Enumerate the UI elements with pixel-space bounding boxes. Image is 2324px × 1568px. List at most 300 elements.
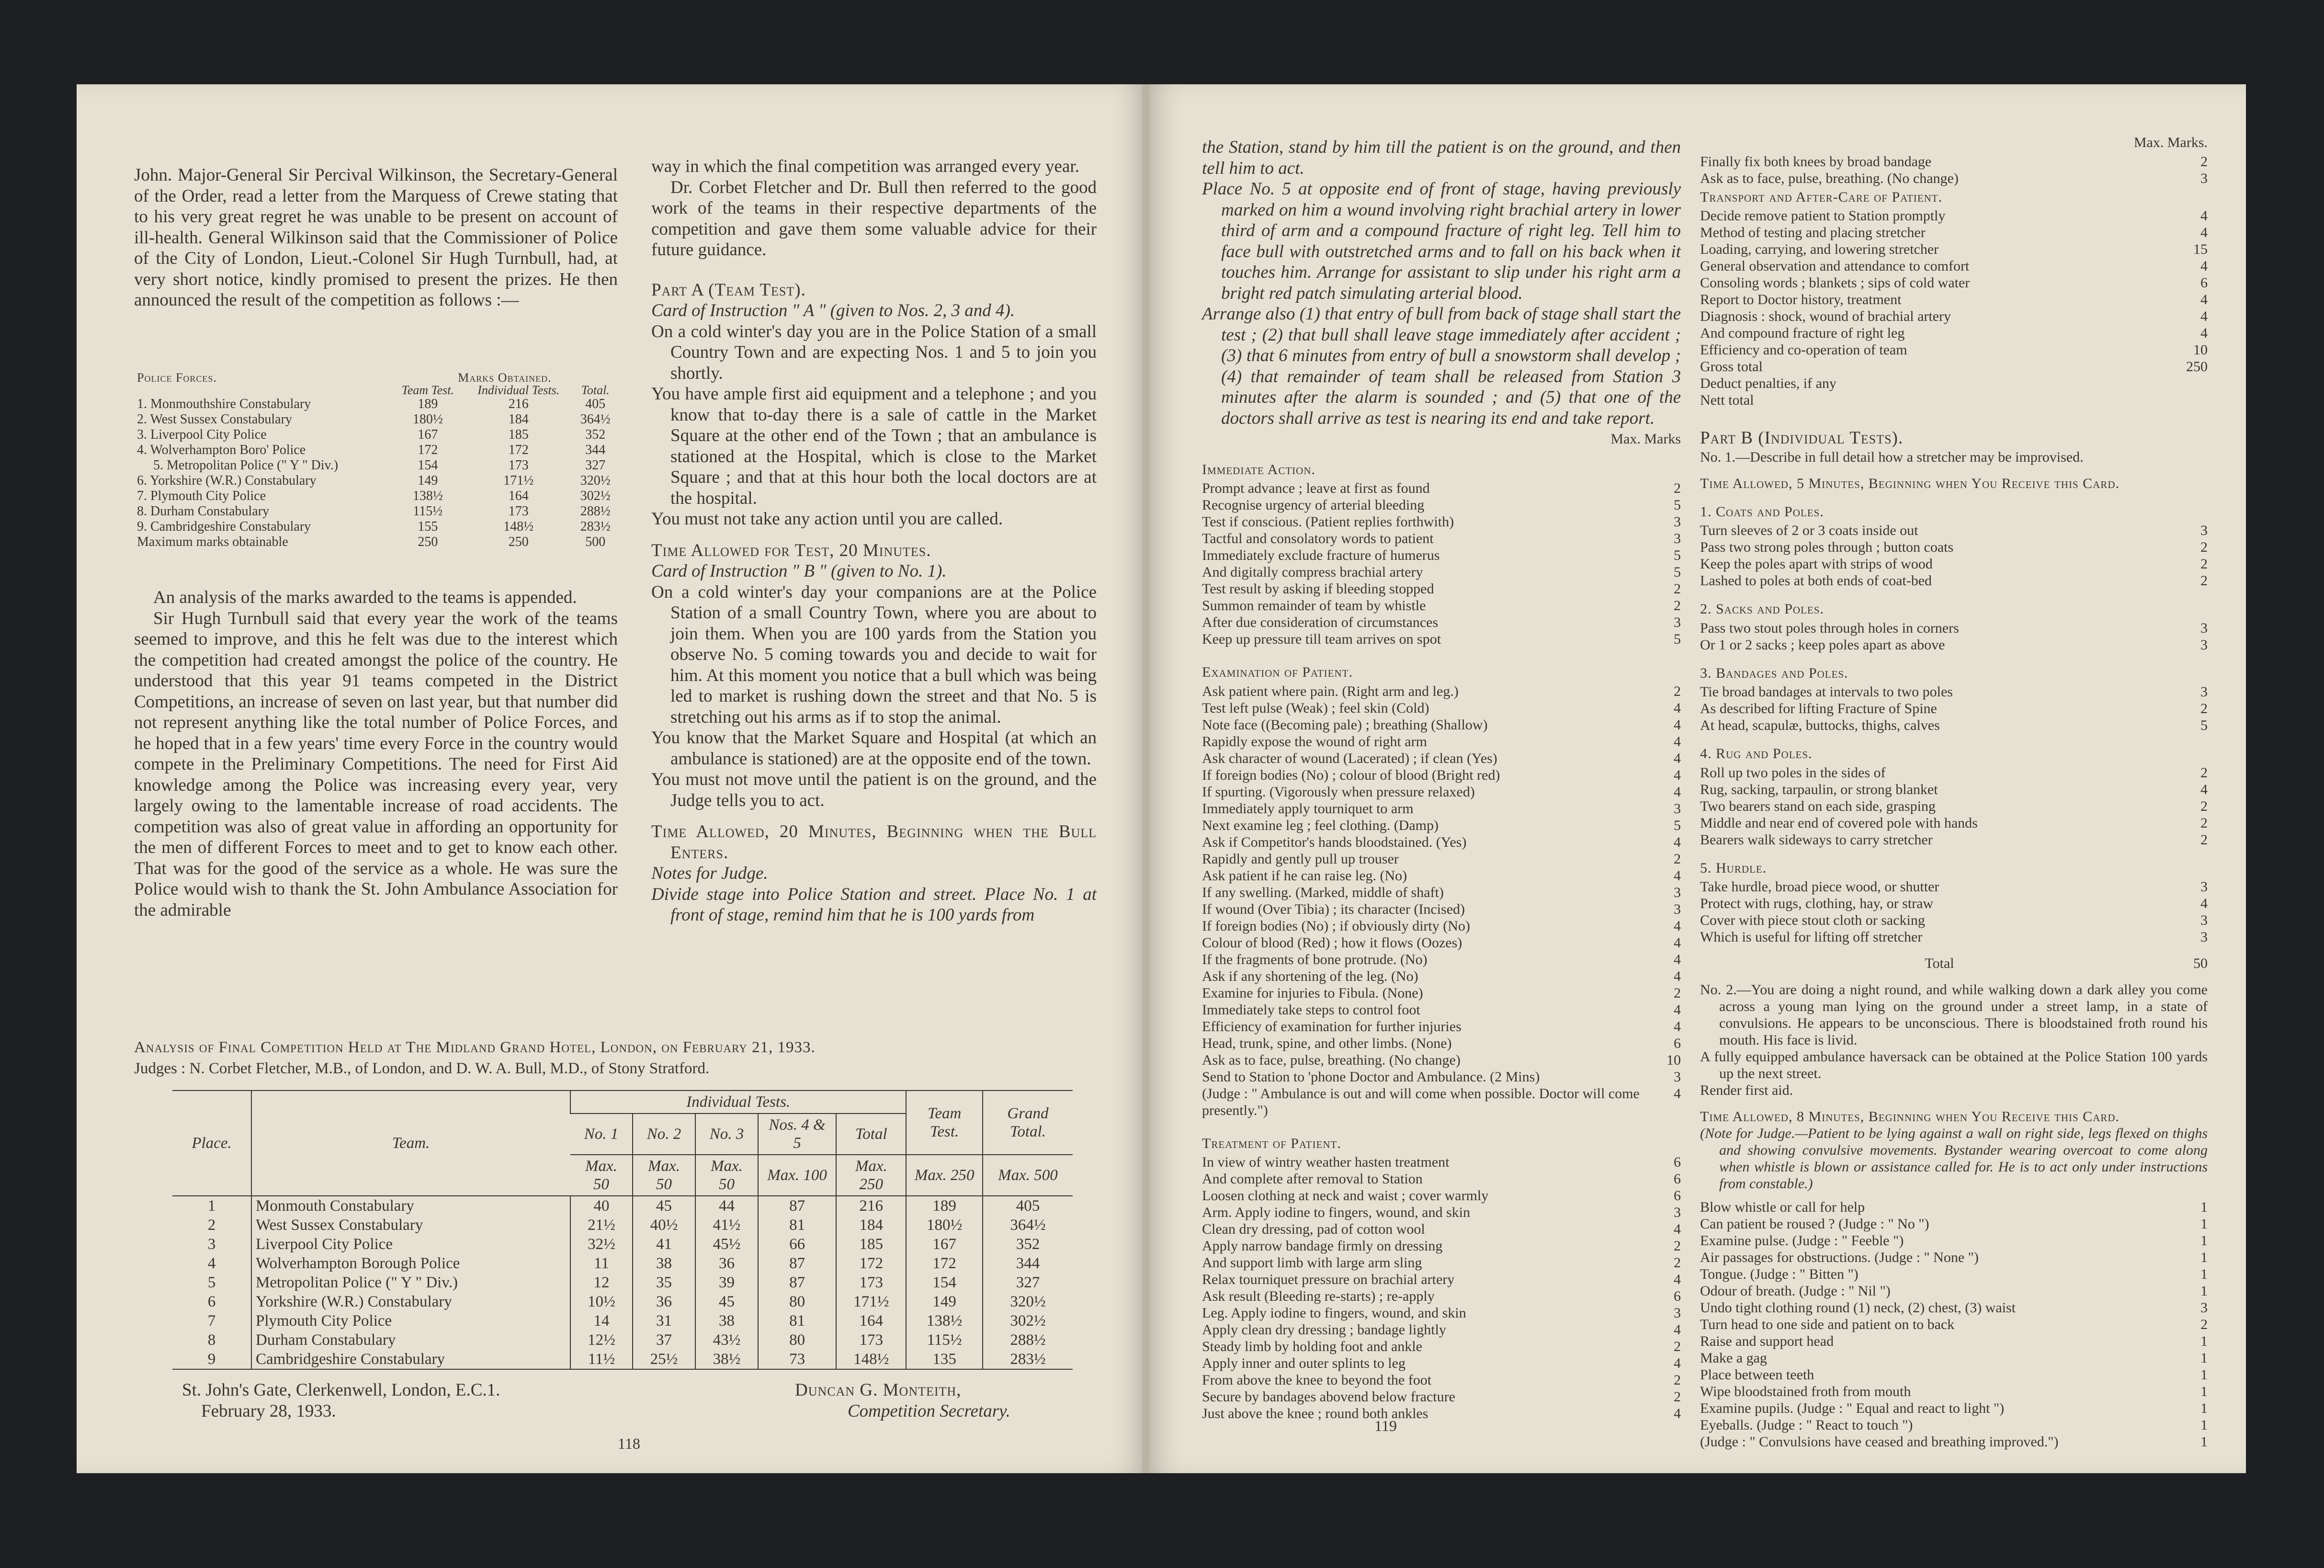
examination-mark: 4 xyxy=(1674,784,1681,800)
score-cell: 87 xyxy=(758,1254,836,1273)
immediate-action-mark: 3 xyxy=(1674,514,1681,530)
team-cell: Yorkshire (W.R.) Constabulary xyxy=(251,1292,570,1311)
score-cell: 81 xyxy=(758,1311,836,1330)
convulsion-mark: 1 xyxy=(2200,1400,2208,1416)
part-b-heading: Part B (Individual Tests). xyxy=(1700,428,1904,448)
examination-mark: 4 xyxy=(1674,767,1681,783)
transport-mark: 15 xyxy=(2193,241,2208,257)
transport-item: Efficiency and co-operation of team xyxy=(1700,342,1907,358)
bandages-item: As described for lifting Fracture of Spine xyxy=(1700,701,1937,716)
h-no45: Nos. 4 & 5 xyxy=(758,1114,836,1155)
sacks-row xyxy=(1700,636,2208,653)
rug-mark: 2 xyxy=(2200,764,2208,781)
police-mark: 250 xyxy=(418,534,438,549)
transport-row xyxy=(1700,325,2208,341)
immediate-action-heading: Immediate Action. xyxy=(1202,461,1315,477)
score-cell: 38 xyxy=(633,1254,695,1273)
table-row xyxy=(172,1273,1073,1292)
immediate-action-row xyxy=(1202,631,1681,648)
h-max500: Max. 500 xyxy=(983,1155,1073,1196)
sacks-row xyxy=(1700,620,2208,636)
total-label: Total xyxy=(1925,955,1954,971)
render-text: Render first aid. xyxy=(1700,1082,1793,1098)
score-cell: 45 xyxy=(695,1292,758,1311)
score-cell: 364½ xyxy=(983,1216,1073,1235)
score-cell: 172 xyxy=(836,1254,906,1273)
examination-row xyxy=(1202,716,1681,733)
score-cell: 327 xyxy=(983,1273,1073,1292)
immediate-action-row xyxy=(1202,480,1681,497)
h-max50-1: Max. 50 xyxy=(570,1155,633,1196)
team-cell: Plymouth City Police xyxy=(251,1311,570,1330)
convulsion-row xyxy=(1700,1199,2208,1216)
hurdle-mark: 3 xyxy=(2200,929,2208,945)
score-cell: 40 xyxy=(570,1196,633,1216)
transport-item: Loading, carrying, and lowering stretcher xyxy=(1700,241,1939,257)
convulsion-row xyxy=(1700,1266,2208,1283)
col2-intro-1: way in which the final competition was arranged every year. xyxy=(651,157,1079,176)
transport-mark: 10 xyxy=(2193,342,2208,358)
score-cell: 11 xyxy=(570,1254,633,1273)
examination-row xyxy=(1202,834,1681,851)
examination-mark: 4 xyxy=(1674,1018,1681,1034)
treatment-row xyxy=(1202,1271,1681,1288)
police-mark: 185 xyxy=(508,427,529,442)
score-cell: 167 xyxy=(906,1235,983,1254)
rug-item: Bearers walk sideways to carry stretcher xyxy=(1700,831,1933,848)
score-cell: 44 xyxy=(695,1196,758,1216)
examination-mark: 4 xyxy=(1674,716,1681,733)
convulsion-mark: 1 xyxy=(2200,1384,2208,1399)
convulsion-mark: 1 xyxy=(2200,1266,2208,1282)
convulsion-item: (Judge : " Convulsions have ceased and breathing improved.") xyxy=(1700,1434,2059,1450)
score-cell: 172 xyxy=(906,1254,983,1273)
convulsion-item: Air passages for obstructions. (Judge : " None ") xyxy=(1700,1250,1979,1265)
transport-row xyxy=(1700,207,2208,224)
team-cell: Cambridgeshire Constabulary xyxy=(251,1350,570,1369)
examination-row xyxy=(1202,951,1681,968)
police-mark: 288½ xyxy=(580,504,611,519)
total-row xyxy=(1700,955,2208,972)
score-cell: 41 xyxy=(633,1235,695,1254)
rug-mark: 2 xyxy=(2200,815,2208,831)
sacks-mark: 3 xyxy=(2200,636,2208,653)
bandages-mark: 3 xyxy=(2200,684,2208,700)
convulsion-mark: 1 xyxy=(2200,1250,2208,1265)
immediate-action-item: Summon remainder of team by whistle xyxy=(1202,598,1426,614)
card-b-text-2: You know that the Market Square and Hospital (at which an ambulance is stationed) are at the opposite end of the town. xyxy=(651,728,1097,769)
examination-item: Ask patient where pain. (Right arm and leg.) xyxy=(1202,683,1459,699)
convulsion-row xyxy=(1700,1400,2208,1417)
hurdle-row xyxy=(1700,912,2208,929)
hurdle-item: Protect with rugs, clothing, hay, or straw xyxy=(1700,896,1934,911)
convulsion-row xyxy=(1700,1417,2208,1433)
police-mark: 216 xyxy=(508,397,529,411)
hurdle-row xyxy=(1700,878,2208,895)
score-cell: 135 xyxy=(906,1350,983,1369)
sacks-heading: 2. Sacks and Poles. xyxy=(1700,601,1824,617)
left-col-1 xyxy=(134,165,618,311)
examination-mark: 4 xyxy=(1674,934,1681,951)
police-row xyxy=(134,427,618,443)
convulsion-row xyxy=(1700,1350,2208,1366)
score-cell: 35 xyxy=(633,1273,695,1292)
convulsion-mark: 1 xyxy=(2200,1350,2208,1366)
score-cell: 41½ xyxy=(695,1216,758,1235)
team-cell: Durham Constabulary xyxy=(251,1330,570,1350)
examination-mark: 4 xyxy=(1674,968,1681,984)
score-cell: 352 xyxy=(983,1235,1073,1254)
analysis-title-block xyxy=(134,1037,1097,1079)
score-cell: 87 xyxy=(758,1196,836,1216)
examination-row xyxy=(1202,1001,1681,1018)
score-cell: 73 xyxy=(758,1350,836,1369)
transport-item: Decide remove patient to Station promptly xyxy=(1700,208,1946,224)
transport-item: Method of testing and placing stretcher xyxy=(1700,225,1926,240)
transport-row xyxy=(1700,224,2208,241)
footer-secretary-title: Competition Secretary. xyxy=(848,1401,1010,1421)
immediate-action-mark: 3 xyxy=(1674,531,1681,546)
police-mark: 171½ xyxy=(503,473,534,488)
score-cell: 12 xyxy=(570,1273,633,1292)
head-total: Total. xyxy=(581,383,610,397)
examination-item: Next examine leg ; feel clothing. (Damp) xyxy=(1202,817,1439,833)
police-force-name: 2. West Sussex Constabulary xyxy=(137,412,292,427)
examination-item: Efficiency of examination for further injuries xyxy=(1202,1018,1462,1034)
hurdle-item: Cover with piece stout cloth or sacking xyxy=(1700,912,1925,928)
place-cell: 7 xyxy=(207,1312,216,1329)
examination-mark: 4 xyxy=(1674,867,1681,884)
examination-row xyxy=(1202,901,1681,918)
footer-left xyxy=(182,1380,613,1421)
police-mark: 172 xyxy=(508,443,529,457)
score-cell: 81 xyxy=(758,1216,836,1235)
examination-row xyxy=(1202,1085,1681,1119)
police-force-name: 3. Liverpool City Police xyxy=(137,427,267,442)
transport-mark: 6 xyxy=(2200,275,2208,291)
examination-item: Note face ((Becoming pale) ; breathing (Shallow) xyxy=(1202,716,1488,733)
examination-item: Colour of blood (Red) ; how it flows (Oozes) xyxy=(1202,934,1462,951)
coats-row xyxy=(1700,539,2208,556)
police-row xyxy=(134,412,618,427)
rug-row xyxy=(1700,798,2208,815)
immediate-action-item: Immediately exclude fracture of humerus xyxy=(1202,547,1440,563)
police-mark: 500 xyxy=(585,534,606,549)
treatment-row xyxy=(1202,1170,1681,1187)
police-mark: 184 xyxy=(508,412,529,427)
treatment-item: Relax tourniquet pressure on brachial artery xyxy=(1202,1272,1455,1287)
treatment-mark: 3 xyxy=(1674,1305,1681,1321)
time-20-heading: Time Allowed for Test, 20 Minutes. xyxy=(651,540,931,560)
h-team: Team. xyxy=(251,1091,570,1196)
card-a-text-1: On a cold winter's day you are in the Police Station of a small Country Town and are expecting Nos. 1 and 5 to join you shortly. xyxy=(651,321,1097,383)
treatment-row xyxy=(1202,1338,1681,1355)
score-cell: 39 xyxy=(695,1273,758,1292)
examination-item: Test left pulse (Weak) ; feel skin (Cold) xyxy=(1202,700,1429,716)
transport-item: Diagnosis : shock, wound of brachial artery xyxy=(1700,308,1951,324)
convulsion-item: Make a gag xyxy=(1700,1350,1767,1366)
card-a-heading: Card of Instruction " A " (given to Nos. 2, 3 and 4). xyxy=(651,301,1015,320)
score-cell: 25½ xyxy=(633,1350,695,1369)
transport-row xyxy=(1700,241,2208,258)
rug-row xyxy=(1700,831,2208,848)
police-mark: 115½ xyxy=(413,504,443,519)
score-cell: 148½ xyxy=(836,1350,906,1369)
examination-item: If wound (Over Tibia) ; its character (Incised) xyxy=(1202,901,1465,917)
police-mark: 148½ xyxy=(503,519,534,534)
convulsion-row xyxy=(1700,1216,2208,1232)
treatment-item: Loosen clothing at neck and waist ; cover warmly xyxy=(1202,1188,1489,1204)
treatment-mark: 4 xyxy=(1674,1272,1681,1287)
h-team-test: Team Test. xyxy=(906,1091,983,1155)
treatment-row xyxy=(1202,1204,1681,1221)
score-cell: 43½ xyxy=(695,1330,758,1350)
rug-row xyxy=(1700,781,2208,798)
examination-row xyxy=(1202,817,1681,834)
immediate-action-item: After due consideration of circumstances xyxy=(1202,614,1439,630)
treatment-row xyxy=(1202,1405,1681,1422)
head-marks: Marks Obtained. xyxy=(458,371,552,385)
transport-row xyxy=(1700,258,2208,274)
table-row xyxy=(172,1216,1073,1235)
convulsion-item: Undo tight clothing round (1) neck, (2) chest, (3) waist xyxy=(1700,1300,2016,1316)
bandages-item: At head, scapulæ, buttocks, thighs, calves xyxy=(1700,717,1940,733)
score-cell: 171½ xyxy=(836,1292,906,1311)
transport-mark: 4 xyxy=(2200,225,2208,240)
convulsion-mark: 1 xyxy=(2200,1283,2208,1299)
examination-item: If any swelling. (Marked, middle of shaft) xyxy=(1202,884,1444,900)
score-cell: 302½ xyxy=(983,1311,1073,1330)
footer-date: February 28, 1933. xyxy=(201,1401,336,1421)
station-intro: the Station, stand by him till the patient is on the ground, and then tell him to act. xyxy=(1202,137,1681,178)
rug-row xyxy=(1700,764,2208,781)
bandages-row xyxy=(1700,717,2208,734)
immediate-action-row xyxy=(1202,497,1681,513)
coats-row xyxy=(1700,572,2208,589)
police-mark: 364½ xyxy=(580,412,611,427)
immediate-action-mark: 5 xyxy=(1674,631,1681,647)
police-mark: 405 xyxy=(585,397,606,411)
left-col-1-after xyxy=(134,587,618,920)
treatment-row xyxy=(1202,1388,1681,1405)
finish-mark: 2 xyxy=(2200,153,2208,170)
score-cell: 37 xyxy=(633,1330,695,1350)
coats-item: Turn sleeves of 2 or 3 coats inside out xyxy=(1700,523,1918,538)
convulsion-row xyxy=(1700,1249,2208,1266)
immediate-action-mark: 5 xyxy=(1674,564,1681,580)
table-row xyxy=(172,1350,1073,1369)
examination-item: Immediately take steps to control foot xyxy=(1202,1001,1420,1018)
examination-mark: 3 xyxy=(1674,800,1681,817)
score-cell: 11½ xyxy=(570,1350,633,1369)
police-force-name: 5. Metropolitan Police (" Y " Div.) xyxy=(153,458,339,473)
right-page xyxy=(1149,84,2246,1473)
examination-item: If the fragments of bone protrude. (No) xyxy=(1202,951,1428,967)
hurdle-heading: 5. Hurdle. xyxy=(1700,860,1767,876)
examination-mark: 4 xyxy=(1674,834,1681,850)
coats-mark: 3 xyxy=(2200,523,2208,538)
place-5: Place No. 5 at opposite end of front of stage, having previously marked on him a wound involving right brachial artery in lower third of arm and a compound fracture of right leg. Tell him to face bull with outstretched arms and to fall on his back when it touches him. Arrange for assistant to slip under his right arm a bright red patch simulating arterial blood. xyxy=(1202,179,1681,303)
police-force-name: Maximum marks obtainable xyxy=(137,534,288,549)
examination-item: Ask if any shortening of the leg. (No) xyxy=(1202,968,1418,984)
convulsion-item: Odour of breath. (Judge : " Nil ") xyxy=(1700,1283,1891,1299)
transport-mark xyxy=(2179,375,2208,392)
treatment-row xyxy=(1202,1187,1681,1204)
treatment-mark: 6 xyxy=(1674,1171,1681,1187)
bandages-row xyxy=(1700,683,2208,700)
rug-item: Rug, sacking, tarpaulin, or strong blanket xyxy=(1700,781,1938,797)
team-cell: Liverpool City Police xyxy=(251,1235,570,1254)
analysis-paragraph: An analysis of the marks awarded to the teams is appended. xyxy=(153,588,577,607)
place-cell: 4 xyxy=(207,1255,216,1272)
notes-judge: Notes for Judge. xyxy=(651,864,768,883)
police-mark: 327 xyxy=(585,458,606,473)
score-cell: 173 xyxy=(836,1330,906,1350)
place-cell: 2 xyxy=(207,1216,216,1234)
transport-row xyxy=(1700,375,2208,392)
card-a-text-3: You must not take any action until you are called. xyxy=(651,509,1003,529)
examination-item: Ask as to face, pulse, breathing. (No change) xyxy=(1202,1052,1461,1068)
treatment-item: Apply inner and outer splints to leg xyxy=(1202,1355,1406,1371)
transport-row xyxy=(1700,341,2208,358)
examination-mark: 5 xyxy=(1674,817,1681,833)
transport-mark: 4 xyxy=(2200,325,2208,341)
examination-row xyxy=(1202,750,1681,767)
h-place: Place. xyxy=(172,1091,251,1196)
transport-mark: 4 xyxy=(2200,292,2208,307)
treatment-row xyxy=(1202,1254,1681,1271)
examination-mark: 4 xyxy=(1674,918,1681,934)
transport-mark: 250 xyxy=(2186,359,2208,375)
immediate-action-item: Tactful and consolatory words to patient xyxy=(1202,531,1434,546)
examination-mark: 4 xyxy=(1674,750,1681,766)
opening-paragraph: John. Major-General Sir Percival Wilkinson, the Secretary-General of the Order, read a letter from the Marquess of Crewe stating that to his very great regret he was unable to be present on account of ill-health. General Wilkinson said that the Commissioner of Police of the City of London, Lieut.-Colonel Sir Hugh Turnbull, had, at very short notice, kindly promised to present the prizes. He then announced the result of the competition as follows :— xyxy=(134,165,618,310)
examination-mark: 10 xyxy=(1666,1052,1681,1068)
examination-item: Rapidly expose the wound of right arm xyxy=(1202,733,1427,750)
police-mark: 167 xyxy=(418,427,438,442)
sacks-mark: 3 xyxy=(2200,620,2208,636)
score-cell: 154 xyxy=(906,1273,983,1292)
hurdle-row xyxy=(1700,895,2208,912)
judges-line: Judges : N. Corbet Fletcher, M.B., of London, and D. W. A. Bull, M.D., of Stony Stratford. xyxy=(134,1059,710,1077)
transport-item: Nett total xyxy=(1700,392,1754,408)
police-force-name: 1. Monmouthshire Constabulary xyxy=(137,397,311,411)
examination-item: Send to Station to 'phone Doctor and Ambulance. (2 Mins) xyxy=(1202,1068,1540,1085)
coats-mark: 2 xyxy=(2200,556,2208,572)
examination-mark: 2 xyxy=(1674,683,1681,699)
examination-item: Rapidly and gently pull up trouser xyxy=(1202,851,1399,867)
immediate-action-item: Prompt advance ; leave at first as found xyxy=(1202,480,1430,496)
coats-item: Keep the poles apart with strips of wood xyxy=(1700,556,1933,572)
table-row xyxy=(172,1235,1073,1254)
finish-mark: 3 xyxy=(2200,170,2208,186)
part-a-heading: Part A (Team Test). xyxy=(651,280,806,300)
time5-text: Time Allowed, 5 Minutes, Beginning when You Receive this Card. xyxy=(1700,475,2120,491)
police-force-name: 7. Plymouth City Police xyxy=(137,489,266,503)
examination-row xyxy=(1202,968,1681,985)
convulsion-mark: 1 xyxy=(2200,1199,2208,1215)
police-mark: 180½ xyxy=(412,412,443,427)
examination-row xyxy=(1202,934,1681,951)
examination-row xyxy=(1202,683,1681,700)
right-page-number: 119 xyxy=(1374,1417,1397,1434)
hurdle-mark: 3 xyxy=(2200,879,2208,895)
score-cell: 115½ xyxy=(906,1330,983,1350)
table-row xyxy=(172,1311,1073,1330)
police-forces-table xyxy=(134,372,618,550)
examination-row xyxy=(1202,1035,1681,1052)
treatment-item: Apply narrow bandage firmly on dressing xyxy=(1202,1238,1443,1254)
treatment-mark: 4 xyxy=(1674,1355,1681,1371)
police-mark: 173 xyxy=(508,504,529,519)
transport-row xyxy=(1700,291,2208,308)
treatment-mark: 3 xyxy=(1674,1204,1681,1220)
convulsion-item: Raise and support head xyxy=(1700,1333,1834,1349)
right-col-2-lists xyxy=(1700,153,2208,1451)
immediate-action-mark: 5 xyxy=(1674,547,1681,563)
card-b-heading: Card of Instruction " B " (given to No. 1). xyxy=(651,561,947,581)
turnbull-paragraph: Sir Hugh Turnbull said that every year the work of the teams seemed to improve, and this he felt was due to the interest which the competition had created amongst the police of the country. He understood that this year 91 teams competed in the District Competitions, an increase of seven on last year, but that number did not represent anything like the total number of Police Forces, and he hoped that in a few years' time every Force in the country would compete in the Preliminary Competitions. The need for First Aid knowledge among the Police was increasing every year, very largely owing to the lamentable increase of road accidents. The competition was also of great value in affording an opportunity for the men of different Forces to meet and to get to know each other. That was for the good of the service as a whole. He was sure the Police would wish to thank the St. John Ambulance Association for the admirable xyxy=(134,608,618,920)
rug-row xyxy=(1700,815,2208,831)
treatment-row xyxy=(1202,1288,1681,1305)
score-cell: 87 xyxy=(758,1273,836,1292)
score-cell: 344 xyxy=(983,1254,1073,1273)
examination-mark: 3 xyxy=(1674,884,1681,900)
score-cell: 12½ xyxy=(570,1330,633,1350)
police-row xyxy=(134,458,618,473)
transport-row xyxy=(1700,308,2208,325)
finish-row xyxy=(1700,170,2208,187)
transport-item: Consoling words ; blankets ; sips of cold water xyxy=(1700,275,1970,291)
convulsion-mark: 1 xyxy=(2200,1233,2208,1249)
place-cell: 6 xyxy=(207,1293,216,1310)
transport-row xyxy=(1700,358,2208,375)
examination-item: If foreign bodies (No) ; if obviously dirty (No) xyxy=(1202,918,1470,934)
treatment-item: Leg. Apply iodine to fingers, wound, and skin xyxy=(1202,1305,1466,1321)
footer-address: St. John's Gate, Clerkenwell, London, E.C.1. xyxy=(182,1380,500,1400)
hurdle-item: Take hurdle, broad piece wood, or shutter xyxy=(1700,879,1939,895)
treatment-row xyxy=(1202,1372,1681,1388)
convulsion-row xyxy=(1700,1383,2208,1400)
examination-mark: 2 xyxy=(1674,985,1681,1001)
transport-mark: 4 xyxy=(2200,258,2208,274)
convulsion-item: Wipe bloodstained froth from mouth xyxy=(1700,1384,1911,1399)
coats-row xyxy=(1700,522,2208,539)
immediate-action-row xyxy=(1202,530,1681,547)
left-page xyxy=(77,84,1145,1473)
rug-item: Roll up two poles in the sides of xyxy=(1700,764,1886,781)
score-cell: 164 xyxy=(836,1311,906,1330)
head-team: Team Test. xyxy=(401,383,454,397)
immediate-action-item: Test result by asking if bleeding stopped xyxy=(1202,581,1434,597)
police-mark: 155 xyxy=(418,519,438,534)
score-cell: 185 xyxy=(836,1235,906,1254)
transport-heading: Transport and After-Care of Patient. xyxy=(1700,189,1943,205)
place-cell: 8 xyxy=(207,1331,216,1349)
bandages-mark: 2 xyxy=(2200,701,2208,716)
left-page-number: 118 xyxy=(618,1435,640,1452)
police-mark: 172 xyxy=(418,443,438,457)
time-20-begin: Time Allowed, 20 Minutes, Beginning when the Bull Enters. xyxy=(651,822,1097,863)
immediate-action-item: Recognise urgency of arterial bleeding xyxy=(1202,497,1425,513)
examination-row xyxy=(1202,1068,1681,1085)
police-row xyxy=(134,489,618,504)
convulsion-row xyxy=(1700,1433,2208,1450)
immediate-action-item: Test if conscious. (Patient replies forthwith) xyxy=(1202,514,1454,530)
immediate-action-mark: 3 xyxy=(1674,614,1681,630)
transport-mark: 4 xyxy=(2200,308,2208,324)
treatment-row xyxy=(1202,1238,1681,1254)
